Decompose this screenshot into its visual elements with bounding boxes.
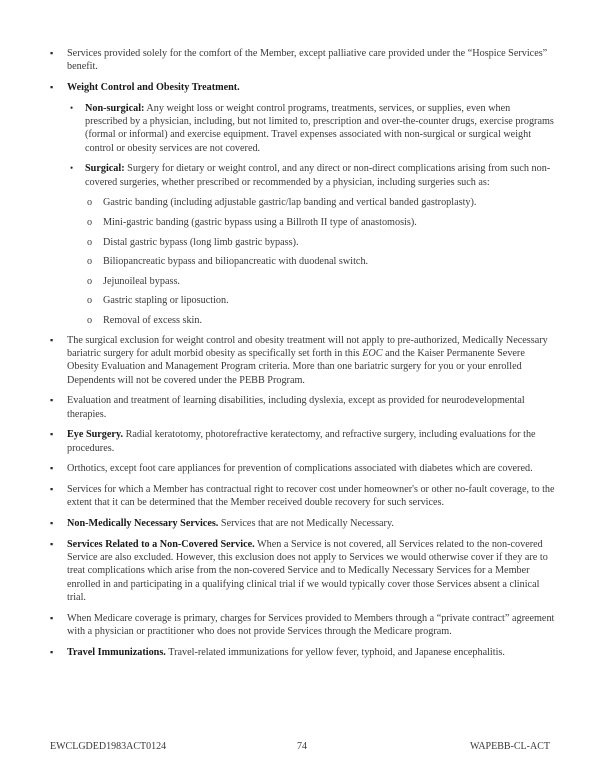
surgery-item: o Removal of excess skin. xyxy=(87,314,203,326)
page-number: 74 xyxy=(297,741,307,752)
list-item-eye-surgery: ▪ Eye Surgery. Radial keratotomy, photorefractive keratectomy, and refractive surgery, including evaluations for the procedures. xyxy=(50,429,536,454)
list-item-medicare-private-contract: ▪ When Medicare coverage is primary, charges for Services provided to Members through a “private contract” agreement with a physician or practitioner who does not provide Services through the Medicare program. xyxy=(50,612,555,638)
bullet-icon: ▪ xyxy=(50,463,54,474)
surgery-item: o Distal gastric bypass (long limb gastric bypass). xyxy=(87,236,299,248)
list-item-bariatric-exception: ▪ The surgical exclusion for weight control and obesity treatment will not apply to pre-authorized, Medically Necessary bariatric surgery for adult morbid obesity as specifically set forth in this EOC and the Kaiser Permanente Severe Obesity Evaluation and Management Program criteria. More than one bariatric surgery for you or your enrolled Dependents will not be covered under the PEBB Program. xyxy=(50,334,548,386)
list-item-non-medically-necessary: ▪ Non-Medically Necessary Services. Services that are not Medically Necessary. xyxy=(50,517,394,529)
surgery-item: o Gastric stapling or liposuction. xyxy=(87,295,229,307)
list-item-comfort-services: ▪ Services provided solely for the comfort of the Member, except palliative care provided under the “Hospice Services” benefit. xyxy=(50,48,548,73)
bullet-icon: ▪ xyxy=(50,646,54,657)
bullet-icon: ▪ xyxy=(50,517,54,528)
bullet-icon: • xyxy=(70,102,74,113)
circle-bullet-icon: o xyxy=(87,197,93,209)
surgery-item: o Jejunoileal bypass. xyxy=(87,275,180,287)
item-label: Non-Medically Necessary Services. xyxy=(67,517,219,529)
list-item-learning-disabilities: ▪ Evaluation and treatment of learning disabilities, including dyslexia, except as provided for neurodevelopmental therapies. xyxy=(50,395,525,420)
item-label: Eye Surgery. xyxy=(67,429,124,441)
item-label: Services Related to a Non-Covered Service. xyxy=(67,538,255,550)
circle-bullet-icon: o xyxy=(87,314,93,326)
surgery-item: o Biliopancreatic bypass and biliopancreatic with duodenal switch. xyxy=(87,256,369,268)
list-item-travel-immunizations: ▪ Travel Immunizations. Travel-related immunizations for yellow fever, typhoid, and Japanese encephalitis. xyxy=(50,646,505,658)
bullet-icon: ▪ xyxy=(50,429,54,440)
list-item-orthotics: ▪ Orthotics, except foot care appliances for prevention of complications associated with diabetes which are covered. xyxy=(50,463,533,475)
bullet-icon: ▪ xyxy=(50,612,54,623)
exclusions-list xyxy=(50,47,555,666)
surgery-item: o Mini-gastric banding (gastric bypass using a Billroth II type of anastomosis). xyxy=(87,217,417,228)
circle-bullet-icon: o xyxy=(87,275,93,287)
list-item-surgical: • Surgical: Surgery for dietary or weight control, and any direct or non-direct complications arising from such non-covered surgeries, whether prescribed or recommended by a physician, including surgeries such as: xyxy=(70,163,551,188)
bullet-icon: ▪ xyxy=(50,334,54,345)
list-item-weight-control xyxy=(50,81,555,94)
circle-bullet-icon: o xyxy=(87,256,93,268)
item-label: Surgical: xyxy=(85,163,125,175)
bullet-icon: ▪ xyxy=(50,538,54,549)
bullet-icon: ▪ xyxy=(50,483,54,494)
item-label: Non-surgical: xyxy=(85,102,145,114)
list-item-non-surgical: • Non-surgical: Any weight loss or weight control programs, treatments, services, or supplies, even when prescribed by a physician, including, but not limited to, prescription and over-the-counter drugs, exercise programs (formal or informal) and exercise equipment. Travel expenses associated with non-surgical or surgical weight control or obesity services are not covered. xyxy=(70,102,554,154)
item-label: Travel Immunizations. xyxy=(67,646,166,658)
plan-code: WAPEBB-CL-ACT xyxy=(470,741,550,752)
circle-bullet-icon: o xyxy=(87,295,93,307)
list-item-related-services: ▪ Services Related to a Non-Covered Service. When a Service is not covered, all Services related to the non-covered Service are also excluded. However, this exclusion does not apply to Services we would otherwise cover if they are to treat complications which arise from the non-covered Service and to Medically Necessary Services for a Member enrolled in and participating in a qualifying clinical trial if we would typically cover those Services absent a clinical trial. xyxy=(50,538,548,604)
circle-bullet-icon: o xyxy=(87,217,93,228)
surgery-item: o Gastric banding (including adjustable gastric/lap banding and vertical banded gastroplasty). xyxy=(87,197,477,209)
section-heading: Weight Control and Obesity Treatment. xyxy=(67,82,240,93)
document-code: EWCLGDED1983ACT0124 xyxy=(50,741,167,752)
bullet-icon: ▪ xyxy=(50,395,54,406)
list-item-no-fault: ▪ Services for which a Member has contractual right to recover cost under homeowner's or other no-fault coverage, to the extent that it can be determined that the Member received double recovery for such services. xyxy=(50,483,555,509)
bullet-icon: ▪ xyxy=(50,48,54,58)
circle-bullet-icon: o xyxy=(87,236,93,248)
bullet-icon: • xyxy=(70,163,74,174)
bullet-icon: ▪ xyxy=(50,82,54,92)
